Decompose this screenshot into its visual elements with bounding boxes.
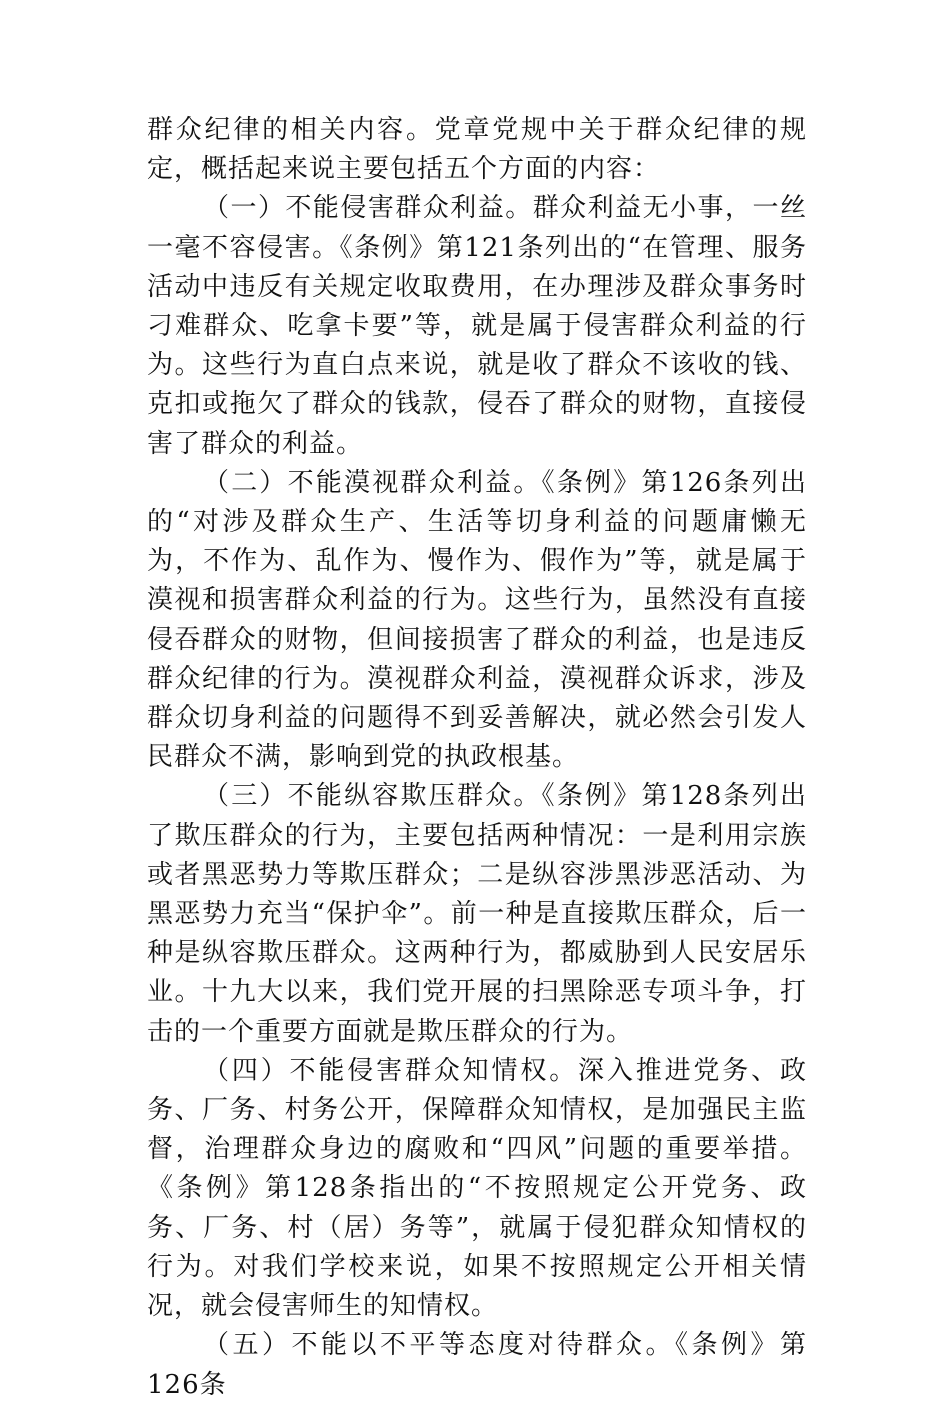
document-body xyxy=(147,111,807,1405)
paragraph-item-1: （一）不能侵害群众利益。群众利益无小事，一丝一毫不容侵害。《条例》第121条列出的“在管理、服务活动中违反有关规定收取费用，在办理涉及群众事务时刁难群众、吃拿卡要”等，就是属于侵害群众利益的行为。这些行为直白点来说，就是收了群众不该收的钱、克扣或拖欠了群众的钱款，侵吞了群众的财物，直接侵害了群众的利益。 xyxy=(147,193,807,459)
paragraph-intro: 群众纪律的相关内容。党章党规中关于群众纪律的规定，概括起来说主要包括五个方面的内容： xyxy=(147,115,807,185)
paragraph-item-3: （三）不能纵容欺压群众。《条例》第128条列出了欺压群众的行为，主要包括两种情况：一是利用宗族或者黑恶势力等欺压群众；二是纵容涉黑涉恶活动、为黑恶势力充当“保护伞”。前一种是直接欺压群众，后一种是纵容欺压群众。这两种行为，都威胁到人民安居乐业。十九大以来，我们党开展的扫黑除恶专项斗争，打击的一个重要方面就是欺压群众的行为。 xyxy=(147,781,807,1047)
paragraph-item-4: （四）不能侵害群众知情权。深入推进党务、政务、厂务、村务公开，保障群众知情权，是加强民主监督，治理群众身边的腐败和“四风”问题的重要举措。《条例》第128条指出的“不按照规定公开党务、政务、厂务、村（居）务等”，就属于侵犯群众知情权的行为。对我们学校来说，如果不按照规定公开相关情况，就会侵害师生的知情权。 xyxy=(147,1055,807,1322)
paragraph-item-5: （五）不能以不平等态度对待群众。《条例》第126条 xyxy=(147,1330,807,1400)
paragraph-item-2: （二）不能漠视群众利益。《条例》第126条列出的“对涉及群众生产、生活等切身利益的问题庸懒无为，不作为、乱作为、慢作为、假作为”等，就是属于漠视和损害群众利益的行为。这些行为，虽然没有直接侵吞群众的财物，但间接损害了群众的利益，也是违反群众纪律的行为。漠视群众利益，漠视群众诉求，涉及群众切身利益的问题得不到妥善解决，就必然会引发人民群众不满，影响到党的执政根基。 xyxy=(147,467,807,773)
